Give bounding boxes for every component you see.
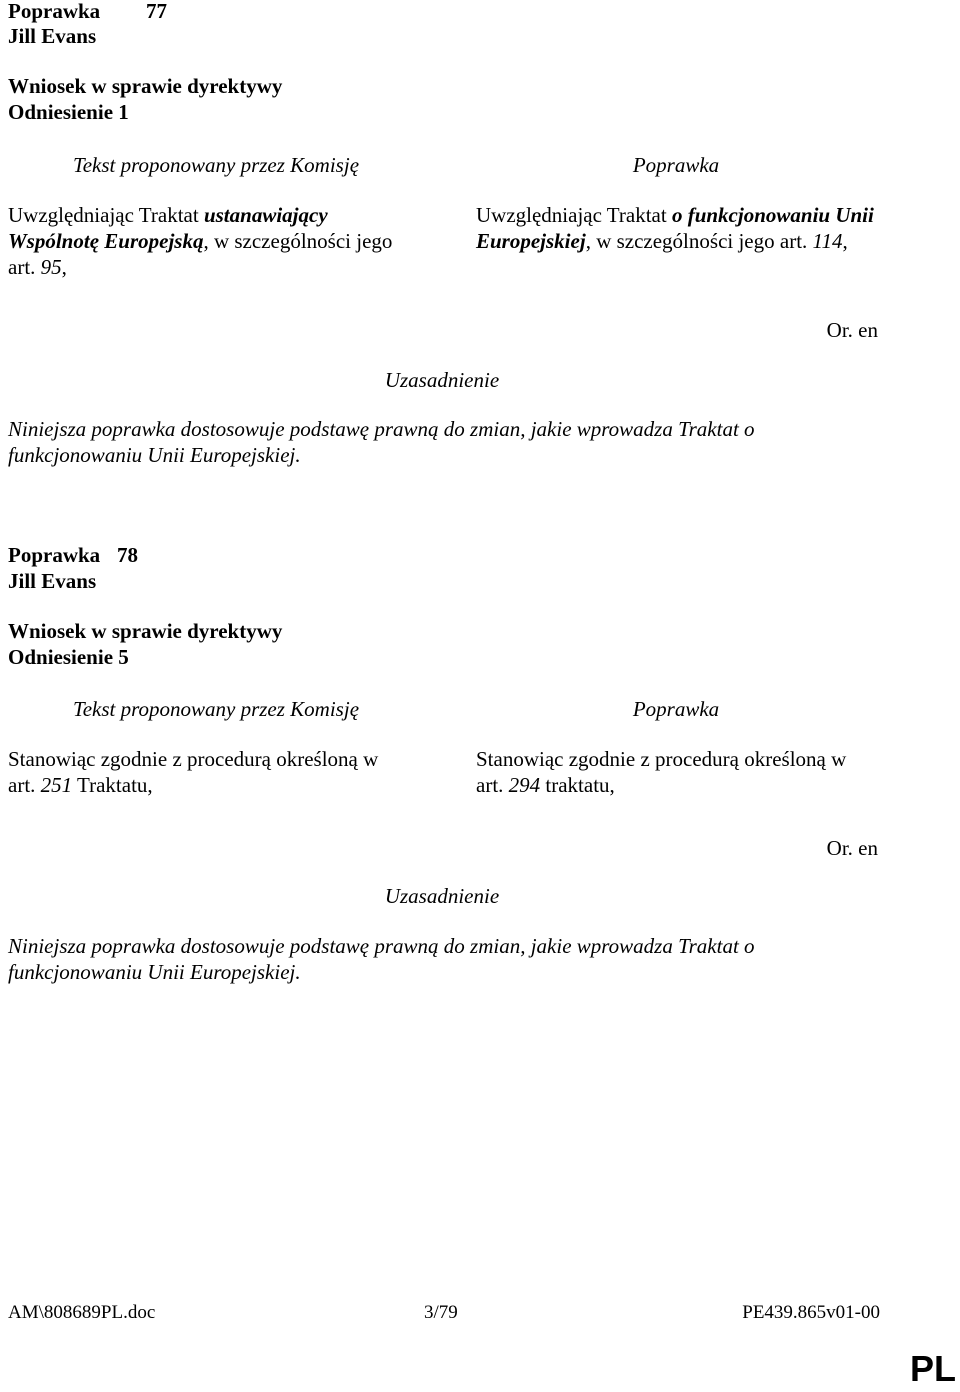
column-title-commission: Tekst proponowany przez Komisję bbox=[72, 697, 360, 721]
column-title-amendment: Poprawka bbox=[632, 153, 720, 177]
justification-text: Niniejsza poprawka dostosowuje podstawę prawną do zmian, jakie wprowadza Traktat o funkcjonowaniu Unii Europejskiej. bbox=[8, 934, 755, 984]
justification-title: Uzasadnienie bbox=[384, 368, 500, 392]
footer-doc-ref: AM\808689PL.doc bbox=[8, 1302, 156, 1323]
language-code: PL bbox=[909, 1348, 956, 1389]
proposal-title: Wniosek w sprawie dyrektywy bbox=[8, 619, 283, 643]
original-language: Or. en bbox=[826, 318, 878, 342]
amended-text: Uwzględniając Traktat o funkcjonowaniu Unii Europejskiej, w szczególności jego art. 114, bbox=[476, 203, 874, 253]
column-title-amendment: Poprawka bbox=[632, 697, 720, 721]
justification-title: Uzasadnienie bbox=[384, 884, 500, 908]
amendment-author: Jill Evans bbox=[8, 569, 97, 593]
column-title-commission: Tekst proponowany przez Komisję bbox=[72, 153, 360, 177]
original-language: Or. en bbox=[826, 836, 878, 860]
footer-page-number: 3/79 bbox=[424, 1302, 458, 1323]
proposal-reference: Odniesienie 1 bbox=[8, 100, 129, 124]
amendment-label: Poprawka bbox=[8, 0, 101, 23]
commission-text: Uwzględniając Traktat ustanawiający Wspólnotę Europejską, w szczególności jego art. 95, bbox=[8, 203, 393, 279]
commission-text: Stanowiąc zgodnie z procedurą określoną w art. 251 Traktatu, bbox=[8, 747, 379, 797]
amended-text: Stanowiąc zgodnie z procedurą określoną w art. 294 traktatu, bbox=[476, 747, 847, 797]
justification-text: Niniejsza poprawka dostosowuje podstawę prawną do zmian, jakie wprowadza Traktat o funkcjonowaniu Unii Europejskiej. bbox=[8, 417, 755, 467]
proposal-reference: Odniesienie 5 bbox=[8, 645, 129, 669]
amendment-author: Jill Evans bbox=[8, 24, 97, 48]
amendment-number: 77 bbox=[146, 0, 167, 23]
amendment-label: Poprawka bbox=[8, 543, 101, 567]
amendment-number: 78 bbox=[117, 543, 138, 567]
proposal-title: Wniosek w sprawie dyrektywy bbox=[8, 74, 283, 98]
footer-pe-ref: PE439.865v01-00 bbox=[742, 1302, 880, 1323]
